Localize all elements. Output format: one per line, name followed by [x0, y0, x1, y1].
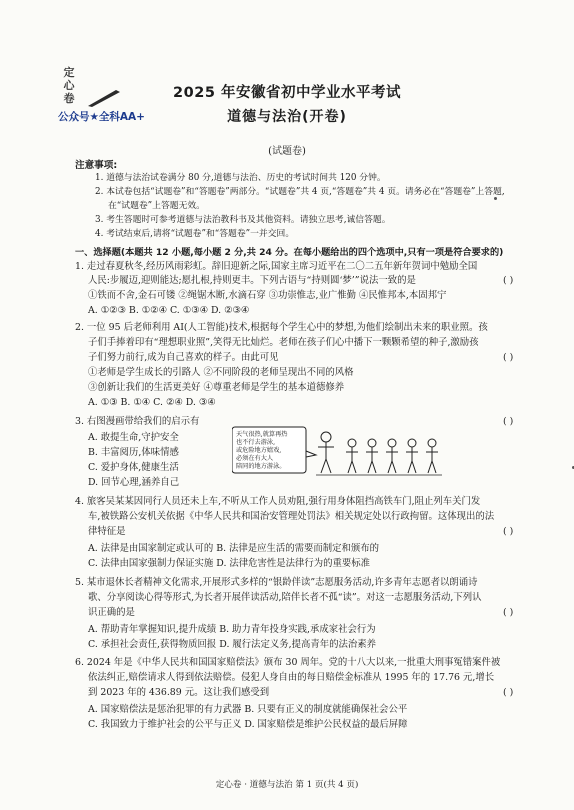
notice-item: 4. 考试结束后,请将“试题卷”和“答题卷”一并交回。 [95, 229, 295, 239]
bubble-text: 天气很热,就算再热 [236, 431, 288, 438]
choice-line: A. 法律是由国家制定或认可的 B. 法律是应生活的需要而制定和颁布的 [88, 543, 380, 554]
notice-item: 2. 本试卷包括“试题卷”和“答题卷”两部分。“试题卷”共 4 页,“答题卷”共 4 页。请务必在“答题卷”上答题, [95, 187, 505, 197]
choice-line: A. ①②③ B. ①②④ C. ①③④ D. ②③④ [88, 305, 250, 316]
cartoon-illustration [232, 425, 442, 481]
answer-paren[interactable]: ( ) [503, 687, 514, 698]
bubble-text: 或危险地方嬉戏, [236, 447, 282, 454]
answer-paren[interactable]: ( ) [503, 352, 514, 363]
question-stem: 歌、分享阅读心得等形式,为长者开展伴读活动,陪伴长者不孤“读”。对这一志愿服务活动,下列认 [88, 592, 482, 603]
seal-char: 卷 [63, 92, 75, 105]
question-stem: 识正确的是 [88, 607, 135, 618]
answer-paren[interactable]: ( ) [503, 607, 514, 618]
notice-title: 注意事项: [75, 160, 118, 171]
choice-line: A. ①③ B. ①④ C. ②④ D. ③④ [88, 397, 216, 408]
option-line: ③创新让我们的生活更美好 ④尊重老师是学生的基本道德修养 [88, 382, 345, 393]
choice-line: C. 我国致力于维护社会的公平与正义 D. 国家赔偿是维护公民权益的最后屏障 [88, 719, 408, 730]
seal-char: 心 [63, 79, 75, 92]
choice-line: B. 丰富阅历,体味情感 [88, 447, 179, 458]
option-line: ①铁而不舍,金石可镂 ②绳锯木断,水滴石穿 ③功崇惟志,业广惟勤 ④民惟邦本,本固邦宁 [88, 290, 447, 301]
notice-item: 3. 考生答题时可参考道德与法治教科书及其他资料。请独立思考,诚信答题。 [95, 215, 391, 225]
scan-dot [494, 197, 497, 200]
question-stem: 车,被铁路公安机关依据《中华人民共和国治安管理处罚法》相关规定处以行政拘留。这体现出的法 [88, 511, 495, 522]
student-figures [346, 439, 438, 473]
teacher-figure [318, 432, 334, 473]
notice-item: 在“试题卷”上答题无效。 [108, 201, 205, 211]
question-stem: 律特征是 [88, 526, 126, 537]
choice-line: A. 国家赔偿法是惩治犯罪的有力武器 B. 只要有正义的制度就能确保社会公平 [88, 704, 408, 715]
question-stem: 6. 2024 年是《中华人民共和国国家赔偿法》颁布 30 周年。党的十八大以来,一批重大刑事冤错案件被 [75, 657, 501, 668]
choice-line: C. 法律由国家强制力保证实施 D. 法律危害性是法律行为的重要标准 [88, 558, 371, 569]
question-stem: 3. 右图漫画带给我们的启示有 [75, 416, 200, 427]
brand-watermark: 公众号★全科AA+ [58, 111, 145, 123]
notice-item: 1. 道德与法治试卷满分 80 分,道德与法治、历史的考试时间共 120 分钟。 [95, 173, 386, 183]
choice-line: A. 敢提生命,守护安全 [88, 432, 179, 443]
choice-line: A. 帮助青年掌握知识,提升成绩 B. 助力青年投身实践,承成家社会行为 [88, 624, 376, 635]
exam-title: 2025 年安徽省初中学业水平考试 [173, 85, 401, 101]
choice-line: C. 承担社会责任,获得物质回报 D. 履行法定义务,提高青年的法治素养 [88, 639, 377, 650]
bubble-text: 必须在有大人 [236, 455, 274, 462]
question-stem: 依法纠正,赔偿请求人得到依法赔偿。侵犯人身自由的每日赔偿金标准从 1995 年的 17.76 元,增长 [88, 672, 495, 683]
question-stem: 5. 某市退休长者精神文化需求,开展形式多样的“银龄伴读”志愿服务活动,许多青年志愿者以朗诵诗 [75, 577, 478, 588]
paper-type: (试题卷) [268, 146, 306, 157]
question-stem: 4. 旅客吴某某因同行人员还未上车,不听从工作人员劝阻,强行用身体阻挡高铁车门,阻止列车关门发 [75, 496, 481, 507]
bubble-text: 也不行去游泳, [236, 439, 276, 446]
question-stem: 人民:步履迈,迎则能达;愿扎根,持则更丰。下列古语与“持则圆‘梦’”说法一致的是 [88, 275, 416, 286]
answer-paren[interactable]: ( ) [503, 416, 514, 427]
choice-line: D. 回节心理,涵养自己 [88, 477, 180, 488]
exam-subtitle: 道德与法治(开卷) [227, 109, 347, 125]
answer-paren[interactable]: ( ) [503, 526, 514, 537]
question-stem: 子们努力前行,成为自己喜欢的样子。由此可见 [88, 352, 279, 363]
section-heading: 一、选择题(本题共 12 小题,每小题 2 分,共 24 分。在每小题给出的四个选项中,只有一项是符合要求的) [75, 247, 504, 258]
page-footer: 定心卷 · 道德与法治 第 1 页(共 4 页) [215, 780, 359, 790]
question-stem: 子们手捧着印有“理想职业照”,笑得无比灿烂。老师在孩子们心中播下一颗颗希望的种子,激励孩 [88, 337, 479, 348]
choice-line: C. 爱护身体,健康生活 [88, 462, 179, 473]
option-line: ①老师是学生成长的引路人 ②不同阶段的老师呈现出不同的风格 [88, 367, 354, 378]
seal-char: 定 [63, 66, 75, 79]
question-stem: 1. 走过春夏秋冬,经历风雨彩虹。辞旧迎新之际,国家主席习近平在二〇二五年新年贺词中勉励全国 [75, 261, 478, 272]
question-stem: 到 2023 年的 436.89 元。这让我们感受到 [88, 687, 270, 698]
bubble-text: 陪同的地方游泳。 [236, 463, 286, 470]
question-stem: 2. 一位 95 后老师利用 AI(人工智能)技术,根据每个学生心中的梦想,为他们绘制出未来的职业照。孩 [75, 322, 488, 333]
answer-paren[interactable]: ( ) [503, 275, 514, 286]
